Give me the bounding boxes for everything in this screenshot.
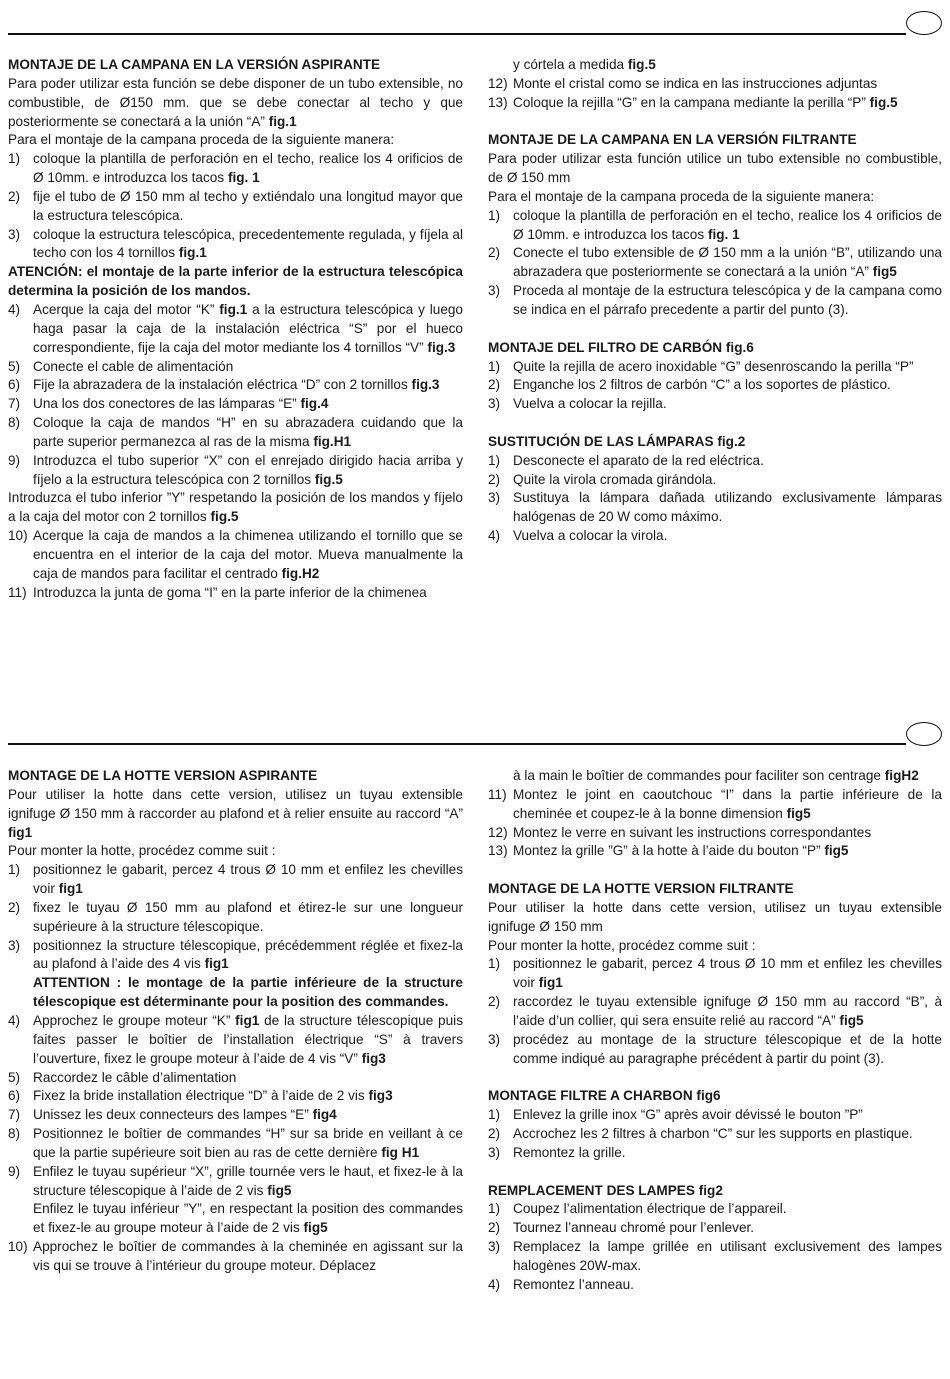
figure-reference: fig. 1 [707, 226, 740, 242]
paragraph-text: MONTAGE FILTRE A CHARBON fig6 [488, 1088, 721, 1104]
section-heading [8, 767, 463, 786]
paragraph-spacer [488, 861, 942, 880]
figure-reference: fig1 [538, 975, 563, 991]
continuation-text [488, 767, 942, 786]
paragraph-text: coloque la plantilla de perforación en el techo, realice los 4 orificios de Ø 10mm. e introduzca los tacos [33, 151, 463, 186]
paragraph-text: Una los dos conectores de las lámparas “E” [33, 396, 297, 412]
paragraph-text: Vuelva a colocar la virola. [513, 528, 668, 544]
step-number: 12) [488, 75, 508, 91]
step-number: 6) [8, 1088, 21, 1104]
paragraph-text: Montez la grille ”G” à la hotte à l’aide du bouton “P” [513, 843, 821, 859]
step-number: 6) [8, 377, 21, 393]
body-paragraph [488, 188, 942, 207]
section-heading [488, 880, 942, 899]
section-heading [488, 433, 942, 452]
figure-reference: fig H1 [381, 1144, 420, 1160]
step-number: 4) [8, 301, 21, 317]
step-item [488, 1031, 942, 1069]
step-item [8, 301, 463, 358]
paragraph-text: Pour monter la hotte, procédez comme suit : [8, 843, 276, 859]
step-number: 1) [488, 956, 501, 972]
figure-reference: fig4 [312, 1107, 337, 1123]
step-item [488, 1238, 942, 1276]
step-item [488, 1144, 942, 1163]
section-heading [488, 1087, 942, 1106]
step-item [8, 1012, 463, 1069]
step-item [8, 1238, 463, 1276]
spanish-column-right [488, 56, 942, 546]
step-number: 1) [8, 151, 21, 167]
figure-reference: fig.5 [869, 94, 898, 110]
step-number: 2) [488, 245, 501, 261]
step-item [488, 1125, 942, 1144]
paragraph-spacer [488, 414, 942, 433]
spanish-column-left [8, 56, 463, 602]
warning-text [8, 974, 463, 1012]
paragraph-text: MONTAJE DE LA CAMPANA EN LA VERSIÓN FILTRANTE [488, 132, 857, 148]
paragraph-text: raccordez le tuyau extensible ignifuge Ø 150 mm au raccord “B”, à l’aide d’un collier, qui sera ensuite relié au raccord “A” [513, 994, 942, 1028]
figure-reference: fig.4 [300, 396, 329, 412]
step-number: 3) [488, 1031, 501, 1047]
step-item [8, 861, 463, 899]
section-heading [488, 1182, 942, 1201]
step-item [488, 75, 942, 94]
paragraph-text: Vuelva a colocar la rejilla. [513, 396, 667, 412]
paragraph-text: Quite la virola cromada girándola. [513, 471, 717, 487]
paragraph-text: SUSTITUCIÓN DE LAS LÁMPARAS fig.2 [488, 433, 746, 449]
body-paragraph [488, 150, 942, 188]
paragraph-text: Positionnez le boîtier de commandes “H” sur sa bride en veillant à ce que la partie supérieure soit bien au ras de cette dernière [33, 1126, 463, 1160]
french-column-right [488, 767, 942, 1295]
step-item [488, 395, 942, 414]
bottom-section-rule [8, 743, 906, 745]
step-number: 10) [8, 528, 28, 544]
continuation-text [8, 1200, 463, 1238]
paragraph-text: a la estructura telescópica y luego haga pasar la caja de la instalación eléctrica “S” por el hueco correspondiente, fije la caja del motor mediante los 4 tornillos “V” [33, 301, 463, 355]
step-number: 1) [8, 862, 21, 878]
figure-reference: fig.H2 [281, 565, 320, 581]
body-paragraph [8, 842, 463, 861]
paragraph-text: Conecte el tubo extensible de Ø 150 mm a la unión “B”, utilizando una abrazadera que posteriormente se conectará a la unión “A” [513, 245, 942, 280]
figure-reference: fig.H1 [313, 433, 352, 449]
paragraph-spacer [488, 320, 942, 339]
paragraph-text: Enfilez le tuyau inférieur ”Y”, en respectant la position des commandes et fixez-le au groupe moteur à l’aide de 2 vis [33, 1201, 463, 1236]
french-column-left [8, 767, 463, 1276]
step-item [8, 188, 463, 226]
step-item [8, 376, 463, 395]
step-item [8, 414, 463, 452]
step-item [488, 955, 942, 993]
paragraph-spacer [488, 1069, 942, 1088]
paragraph-spacer [488, 1163, 942, 1182]
paragraph-text: Approchez le boîtier de commandes à la cheminée en agissant sur la vis qui se trouve à l’intérieur du groupe moteur. Déplacez [33, 1239, 463, 1273]
step-number: 3) [488, 490, 501, 506]
paragraph-spacer [488, 113, 942, 132]
step-number: 7) [8, 396, 21, 412]
step-number: 2) [488, 1220, 501, 1236]
paragraph-text: à la main le boîtier de commandes pour faciliter son centrage [513, 768, 881, 783]
step-number: 11) [8, 584, 27, 600]
step-item [488, 358, 942, 377]
step-number: 8) [8, 415, 21, 431]
paragraph-text: Approchez le groupe moteur “K” [33, 1012, 231, 1028]
paragraph-text: Pour monter la hotte, procédez comme suit : [488, 937, 756, 953]
figure-reference: fig1 [8, 824, 33, 840]
figure-reference: fig5 [839, 1012, 864, 1028]
paragraph-text: MONTAGE DE LA HOTTE VERSION ASPIRANTE [8, 768, 318, 783]
step-item [488, 786, 942, 824]
step-item [488, 207, 942, 245]
step-item [488, 1106, 942, 1125]
paragraph-text: Acerque la caja del motor “K” [33, 301, 215, 317]
step-item [488, 452, 942, 471]
figure-reference: fig.1 [178, 245, 207, 261]
step-item [488, 1276, 942, 1295]
figure-reference: fig5 [786, 805, 811, 821]
step-item [8, 1087, 463, 1106]
body-paragraph [488, 937, 942, 956]
figure-reference: fig3 [368, 1088, 393, 1104]
paragraph-text: Introduzca el tubo superior “X” con el enrejado dirigido hacia arriba y fíjelo a la estructura telescópica con 2 tornillos [33, 452, 463, 487]
step-number: 11) [488, 786, 507, 802]
step-number: 2) [8, 188, 21, 204]
step-number: 5) [8, 1069, 21, 1085]
paragraph-text: Acerque la caja de mandos a la chimenea utilizando el tornillo que se encuentra en el interior de la caja del motor. Mueva manualmente la caja de mandos para facilitar el centrado [33, 528, 463, 581]
figure-reference: fig5 [303, 1220, 328, 1236]
step-number: 2) [488, 377, 501, 393]
step-item [488, 489, 942, 527]
body-paragraph [8, 131, 463, 150]
paragraph-text: positionnez le gabarit, percez 4 trous Ø 10 mm et enfilez les chevilles voir [513, 956, 942, 991]
paragraph-text: coloque la plantilla de perforación en el techo, realice los 4 orificios de Ø 10mm. e introduzca los tacos [513, 207, 942, 242]
step-number: 8) [8, 1126, 21, 1142]
paragraph-text: Pour utiliser la hotte dans cette version, utilisez un tuyau extensible ignifuge Ø 150 mm à raccorder au plafond et à relier ensuite au raccord “A” [8, 786, 463, 821]
step-item [8, 1125, 463, 1163]
paragraph-text: Remplacez la lampe grillée en utilisant exclusivement des lampes halogènes 20W-max. [513, 1239, 942, 1273]
paragraph-text: Coupez l’alimentation électrique de l’appareil. [513, 1201, 787, 1217]
step-item [488, 282, 942, 320]
figure-reference: figH2 [884, 768, 919, 783]
step-number: 2) [488, 994, 501, 1010]
step-item [8, 1069, 463, 1088]
paragraph-text: fixez le tuyau Ø 150 mm au plafond et étirez-le sur une longueur supérieure à la structure télescopique. [33, 899, 463, 934]
step-number: 10) [8, 1239, 28, 1255]
paragraph-text: Fixez la bride installation électrique “D” à l’aide de 2 vis [33, 1088, 365, 1104]
paragraph-text: REMPLACEMENT DES LAMPES fig2 [488, 1182, 723, 1198]
step-item [488, 244, 942, 282]
figure-reference: fig. 1 [227, 170, 260, 186]
paragraph-text: Fije la abrazadera de la instalación eléctrica “D” con 2 tornillos [33, 377, 408, 393]
paragraph-text: Enlevez la grille inox “G” après avoir dévissé le bouton ”P” [513, 1107, 863, 1123]
paragraph-text: Para poder utilizar esta función se debe disponer de un tubo extensible, no combustible, de Ø150 mm. que se debe conectar al techo y que posteriormente se conectará a la unión “A” [8, 75, 463, 129]
language-marker-oval-es [906, 11, 942, 35]
step-number: 2) [488, 1126, 501, 1142]
step-item [488, 842, 942, 861]
figure-reference: fig5 [872, 264, 897, 280]
step-number: 13) [488, 843, 508, 859]
paragraph-text: Raccordez le câble d’alimentation [33, 1069, 237, 1085]
step-item [8, 1106, 463, 1125]
step-number: 4) [8, 1012, 21, 1028]
step-item [8, 226, 463, 264]
step-number: 3) [488, 1144, 501, 1160]
figure-reference: fig.1 [219, 301, 248, 317]
paragraph-text: de la structure télescopique puis faites passer le boîtier de l’installation électrique “S” à travers l’ouverture, fixez le groupe moteur à l’aide de 4 vis “V” [33, 1012, 463, 1066]
figure-reference: fig.3 [427, 339, 456, 355]
warning-text [8, 263, 463, 301]
step-item [488, 993, 942, 1031]
figure-reference: fig1 [204, 956, 229, 972]
step-number: 12) [488, 824, 508, 840]
figure-reference: fig3 [361, 1050, 386, 1066]
paragraph-text: fije el tubo de Ø 150 mm al techo y extiéndalo una longitud mayor que la estructura telescópica. [33, 188, 463, 223]
step-number: 2) [8, 899, 21, 915]
section-heading [488, 131, 942, 150]
language-marker-oval-fr [906, 722, 942, 746]
paragraph-text: procédez au montage de la structure télescopique et de la hotte comme indiqué au paragraphe précédent à partir du point (3). [513, 1031, 942, 1066]
paragraph-text: Enfilez le tuyau supérieur “X”, grille tournée vers le haut, et fixez-le à la structure télescopique à l’aide de 2 vis [33, 1163, 463, 1198]
paragraph-text: Monte el cristal como se indica en las instrucciones adjuntas [513, 75, 878, 91]
paragraph-text: Para el montaje de la campana proceda de la siguiente manera: [488, 188, 875, 204]
body-paragraph [8, 786, 463, 843]
step-item [488, 1219, 942, 1238]
paragraph-text: Accrochez les 2 filtres à charbon “C” sur les supports en plastique. [513, 1126, 913, 1142]
figure-reference: fig.5 [314, 471, 343, 487]
paragraph-text: Tournez l’anneau chromé pour l’enlever. [513, 1220, 755, 1236]
paragraph-text: Enganche los 2 filtros de carbón “C” a los soportes de plástico. [513, 377, 891, 393]
figure-reference: fig.5 [210, 509, 239, 525]
step-item [8, 584, 463, 603]
paragraph-text: Coloque la caja de mandos “H” en su abrazadera cuidando que la parte superior permanezca al ras de la misma [33, 415, 463, 449]
paragraph-text: Coloque la rejilla “G” en la campana mediante la perilla “P” [513, 94, 866, 110]
step-number: 3) [8, 226, 21, 242]
step-number: 1) [488, 358, 501, 374]
step-item [8, 395, 463, 414]
paragraph-text: Remontez la grille. [513, 1144, 626, 1160]
step-number: 1) [488, 1107, 501, 1123]
paragraph-text: Proceda al montaje de la estructura telescópica y de la campana como se indica en el párrafo precedente a partir del punto (3). [513, 283, 942, 317]
step-item [8, 527, 463, 584]
figure-reference: fig.3 [411, 377, 440, 393]
figure-reference: fig1 [58, 881, 83, 897]
top-section-rule [8, 33, 906, 35]
paragraph-text: Para el montaje de la campana proceda de la siguiente manera: [8, 132, 395, 148]
step-number: 7) [8, 1107, 21, 1123]
paragraph-text: ATENCIÓN: el montaje de la parte inferior de la estructura telescópica determina la posición de los mandos. [8, 264, 463, 299]
body-paragraph [8, 489, 463, 527]
figure-reference: fig5 [824, 843, 849, 859]
paragraph-text: positionnez le gabarit, percez 4 trous Ø 10 mm et enfilez les chevilles voir [33, 862, 463, 897]
body-paragraph [488, 899, 942, 937]
paragraph-text: Montez le verre en suivant les instructions correspondantes [513, 824, 872, 840]
step-number: 3) [488, 1239, 501, 1255]
paragraph-text: y córtela a medida [513, 57, 625, 72]
section-heading [488, 339, 942, 358]
section-heading [8, 56, 463, 75]
paragraph-text: MONTAGE DE LA HOTTE VERSION FILTRANTE [488, 881, 794, 897]
step-item [488, 1200, 942, 1219]
paragraph-text: Pour utiliser la hotte dans cette version, utilisez un tuyau extensible ignifuge Ø 150 mm [488, 899, 942, 934]
paragraph-text: Conecte el cable de alimentación [33, 358, 234, 374]
step-item [8, 150, 463, 188]
step-number: 1) [488, 1201, 501, 1217]
paragraph-text: Introduzca la junta de goma “I” en la parte inferior de la chimenea [33, 584, 427, 600]
step-number: 1) [488, 207, 501, 223]
paragraph-text: Montez le joint en caoutchouc “I” dans la partie inférieure de la cheminée et coupez-le à la bonne dimension [513, 786, 942, 821]
step-number: 9) [8, 452, 21, 468]
step-number: 9) [8, 1163, 21, 1179]
step-item [488, 527, 942, 546]
step-number: 13) [488, 94, 508, 110]
paragraph-text: Unissez les deux connecteurs des lampes “E” [33, 1107, 309, 1123]
paragraph-text: MONTAJE DEL FILTRO DE CARBÓN fig.6 [488, 339, 754, 355]
step-number: 5) [8, 358, 21, 374]
step-item [8, 899, 463, 937]
paragraph-text: ATTENTION : le montage de la partie inférieure de la structure télescopique est déterminante pour la position des commandes. [33, 975, 463, 1010]
step-number: 2) [488, 471, 501, 487]
step-number: 1) [488, 452, 501, 468]
paragraph-text: Para poder utilizar esta función utilice un tubo extensible no combustible, de Ø 150 mm [488, 151, 942, 186]
step-item [8, 937, 463, 975]
paragraph-text: Introduzca el tubo inferior ”Y” respetando la posición de los mandos y fíjelo a la caja del motor con 2 tornillos [8, 490, 463, 525]
paragraph-text: positionnez la structure télescopique, précédemment réglée et fixez-la au plafond à l’aide des 4 vis [33, 937, 463, 972]
step-item [8, 358, 463, 377]
step-item [488, 471, 942, 490]
figure-reference: fig.5 [627, 57, 656, 72]
paragraph-text: coloque la estructura telescópica, precedentemente regulada, y fíjela al techo con los 4 tornillos [33, 226, 463, 261]
step-item [488, 376, 942, 395]
step-item [8, 452, 463, 490]
step-number: 3) [8, 937, 21, 953]
figure-reference: fig1 [235, 1012, 260, 1028]
paragraph-text: Remontez l’anneau. [513, 1276, 634, 1292]
step-number: 3) [488, 396, 501, 412]
step-number: 4) [488, 528, 501, 544]
body-paragraph [8, 75, 463, 132]
paragraph-text: Sustituya la lámpara dañada utilizando exclusivamente lámparas halógenas de 20 W como máximo. [513, 490, 942, 525]
continuation-text [488, 56, 942, 75]
step-number: 3) [488, 283, 501, 299]
paragraph-text: Desconecte el aparato de la red eléctrica. [513, 452, 764, 468]
step-item [488, 94, 942, 113]
figure-reference: fig.1 [268, 113, 297, 129]
figure-reference: fig5 [267, 1182, 292, 1198]
paragraph-text: Quite la rejilla de acero inoxidable “G” desenroscando la perilla “P” [513, 358, 914, 374]
paragraph-text: MONTAJE DE LA CAMPANA EN LA VERSIÓN ASPIRANTE [8, 57, 381, 72]
step-item [488, 824, 942, 843]
step-item [8, 1163, 463, 1201]
step-number: 4) [488, 1276, 501, 1292]
